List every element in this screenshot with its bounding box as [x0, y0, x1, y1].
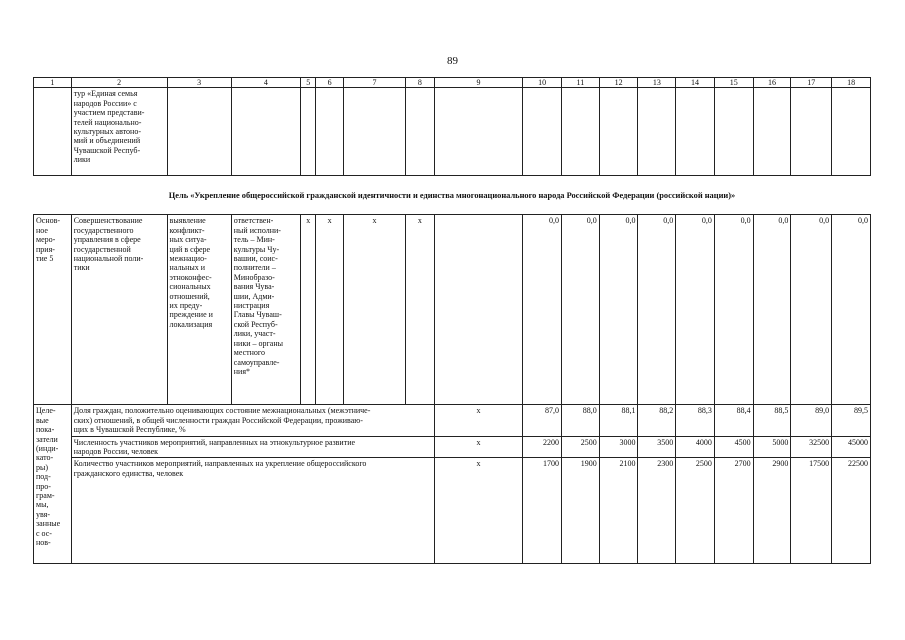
main-event-label: Основ- ное меро- прия- тие 5 — [34, 215, 72, 405]
indicator-value: 45000 — [832, 436, 871, 458]
col-number: 2 — [71, 78, 167, 88]
col-number: 8 — [406, 78, 435, 88]
col-number: 14 — [676, 78, 715, 88]
indicator-value: 88,4 — [714, 405, 753, 436]
indicator-value: 22500 — [832, 458, 871, 564]
col-number: 15 — [714, 78, 753, 88]
col-number: 9 — [434, 78, 523, 88]
main-event-col8: x — [406, 215, 435, 405]
indicator-value: 89,5 — [832, 405, 871, 436]
col-number: 3 — [167, 78, 231, 88]
main-event-value: 0,0 — [714, 215, 753, 405]
indicator-value: 2500 — [676, 458, 715, 564]
goal-heading: Цель «Укрепление общероссийской гражданской идентичности и единства многонационального народа Российской Федерации (российской нации)» — [34, 176, 871, 215]
indicator-value: 4000 — [676, 436, 715, 458]
main-event-title: Совершенствование государственного управления в сфере государственной национальной поли- тики — [71, 215, 167, 405]
indicator-value: 3000 — [599, 436, 638, 458]
main-event-task: выявление конфликт- ных ситуа- ций в сфере межнацио- нальных и этноконфес- сиональных отношений, их преду- преждение и локализация — [167, 215, 231, 405]
main-event-col7: x — [343, 215, 405, 405]
indicator-name: Численность участников мероприятий, направленных на этнокультурное развитие народов России, человек — [71, 436, 434, 458]
indicator-value: 17500 — [791, 458, 832, 564]
col-number: 1 — [34, 78, 72, 88]
main-event-value: 0,0 — [523, 215, 562, 405]
indicator-value: 2500 — [562, 436, 600, 458]
indicator-value: 1900 — [562, 458, 600, 564]
indicator-name: Доля граждан, положительно оценивающих состояние межнациональных (межэтниче- ских) отношений, в общей численности граждан Российской Федерации, проживаю- щих в Чувашской Республике, % — [71, 405, 434, 436]
indicator-value: 88,3 — [676, 405, 715, 436]
carryover-event-text: тур «Единая семья народов России» с участием представи- телей национально- культурных автоно- мий и объединений Чувашской Респуб- лики — [71, 88, 167, 176]
indicator-value: 2300 — [638, 458, 676, 564]
indicator-value: 2900 — [753, 458, 791, 564]
indicator-value: 2200 — [523, 436, 562, 458]
carryover-row — [34, 88, 871, 176]
col-number: 16 — [753, 78, 791, 88]
program-table — [33, 77, 871, 564]
main-event-value: 0,0 — [562, 215, 600, 405]
indicator-value: 2700 — [714, 458, 753, 564]
indicator-value: 1700 — [523, 458, 562, 564]
indicator-value: 32500 — [791, 436, 832, 458]
indicator-value: 88,0 — [562, 405, 600, 436]
col-number: 10 — [523, 78, 562, 88]
col-number: 5 — [301, 78, 316, 88]
indicator-value: 89,0 — [791, 405, 832, 436]
main-event-value: 0,0 — [638, 215, 676, 405]
indicator-col9: x — [434, 436, 523, 458]
indicator-value: 2100 — [599, 458, 638, 564]
indicator-value: 87,0 — [523, 405, 562, 436]
indicator-name: Количество участников мероприятий, направленных на укрепление общероссийского гражданского единства, человек — [71, 458, 434, 564]
col-number: 13 — [638, 78, 676, 88]
indicator-value: 5000 — [753, 436, 791, 458]
col-number: 17 — [791, 78, 832, 88]
indicator-value: 88,2 — [638, 405, 676, 436]
indicator-row — [34, 436, 871, 458]
main-event-col5: x — [301, 215, 316, 405]
indicator-col9: x — [434, 458, 523, 564]
col-number: 7 — [343, 78, 405, 88]
column-number-row — [34, 78, 871, 88]
main-event-value: 0,0 — [599, 215, 638, 405]
main-event-value: 0,0 — [753, 215, 791, 405]
col-number: 11 — [562, 78, 600, 88]
indicator-col9: x — [434, 405, 523, 436]
indicator-value: 4500 — [714, 436, 753, 458]
col-number: 6 — [316, 78, 344, 88]
main-event-executors: ответствен- ный исполни- тель – Мин- культуры Чу- вашии, соис- полнители – Минобразо- вания Чува- шии, Адми- нистрация Главы Чуваш- ской Респуб- лики, участ- ники – органы местного самоуправле- ния* — [231, 215, 300, 405]
col-number: 18 — [832, 78, 871, 88]
main-event-value: 0,0 — [832, 215, 871, 405]
main-event-value: 0,0 — [791, 215, 832, 405]
indicator-value: 88,5 — [753, 405, 791, 436]
goal-heading-row — [34, 176, 871, 215]
indicator-row — [34, 405, 871, 436]
col-number: 12 — [599, 78, 638, 88]
indicator-value: 3500 — [638, 436, 676, 458]
indicators-label: Целе- вые пока- затели (инди- като- ры) под- про- грам- мы, увя- занные с ос- нов- — [34, 405, 72, 564]
main-event-value: 0,0 — [676, 215, 715, 405]
page-number: 89 — [447, 55, 458, 67]
main-event-col6: x — [316, 215, 344, 405]
indicator-value: 88,1 — [599, 405, 638, 436]
indicator-row — [34, 458, 871, 564]
main-event-row — [34, 215, 871, 405]
col-number: 4 — [231, 78, 300, 88]
